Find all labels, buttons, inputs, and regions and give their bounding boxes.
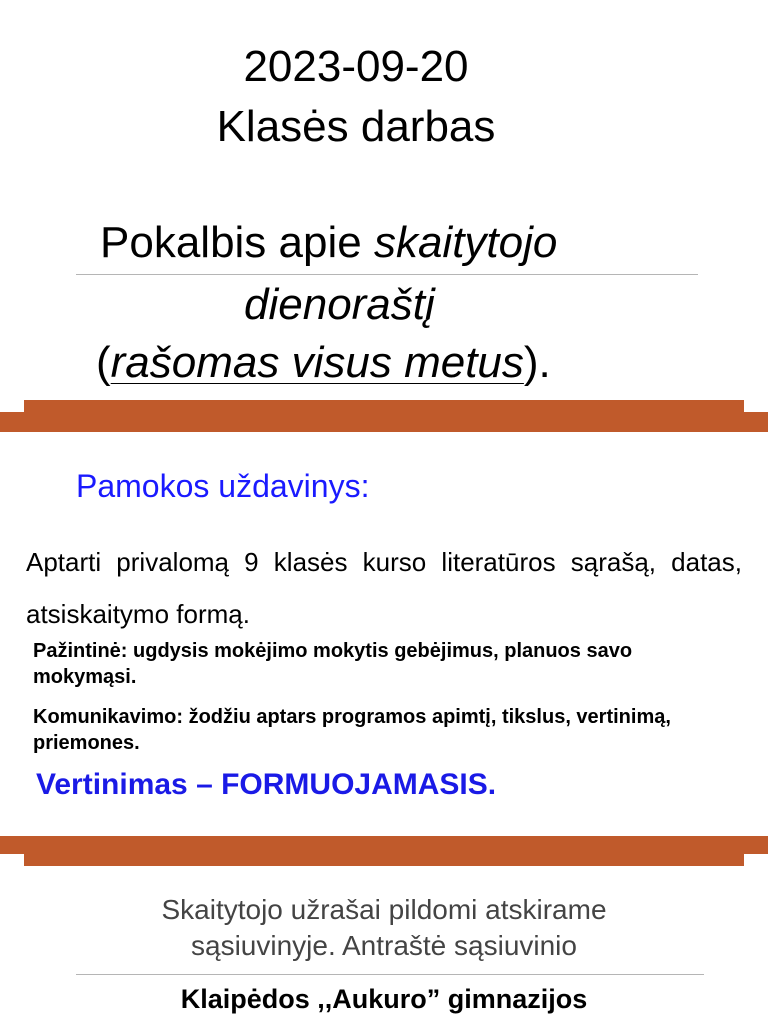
notebook-instruction-line-2: sąsiuvinyje. Antraštė sąsiuvinio: [191, 930, 577, 961]
cognitive-goal-text: Pažintinė: ugdysis mokėjimo mokytis gebėjimus, planuos savo mokymąsi.: [33, 640, 633, 688]
separator-corner-right: [744, 854, 768, 866]
note-underlined-text: rašomas visus metus: [110, 338, 524, 387]
title-divider: [76, 274, 698, 275]
class-work-heading: Klasės darbas: [216, 102, 496, 151]
title-italic-text: skaitytojo: [373, 218, 558, 267]
slide-1: [0, 0, 768, 400]
slide-2: [0, 432, 768, 836]
slide-title-line-2: dienoraštį: [244, 280, 435, 329]
lesson-task-heading: Pamokos uždavinys:: [76, 468, 370, 504]
separator-corner-right: [744, 400, 768, 412]
separator-corner-left: [0, 400, 24, 412]
slide-separator-bar-bottom: [0, 836, 768, 866]
assessment-text: Vertinimas – FORMUOJAMASIS.: [36, 768, 497, 801]
slide-title-line-1: [100, 218, 557, 268]
school-name-text: Klaipėdos ,,Aukuro” gimnazijos: [180, 984, 588, 1014]
slide-separator-bar-top: [0, 400, 768, 432]
title-plain-text: Pokalbis apie: [100, 218, 374, 267]
note-open-paren: (: [96, 338, 111, 387]
separator-corner-left: [0, 854, 24, 866]
communication-goal-text: Komunikavimo: žodžiu aptars programos apimtį, tikslus, vertinimą, priemones.: [33, 706, 671, 754]
notebook-instruction-line-1: Skaitytojo užrašai pildomi atskirame: [161, 894, 607, 925]
note-close-paren: ).: [523, 338, 551, 387]
slide-title-note: [96, 338, 551, 388]
slide-3: [0, 866, 768, 1024]
lesson-date: 2023-09-20: [243, 42, 469, 91]
slide3-divider: [76, 974, 704, 975]
lesson-aim-text: Aptarti privalomą 9 klasės kurso literatūros sąrašą, datas, atsiskaitymo formą.: [26, 547, 742, 629]
